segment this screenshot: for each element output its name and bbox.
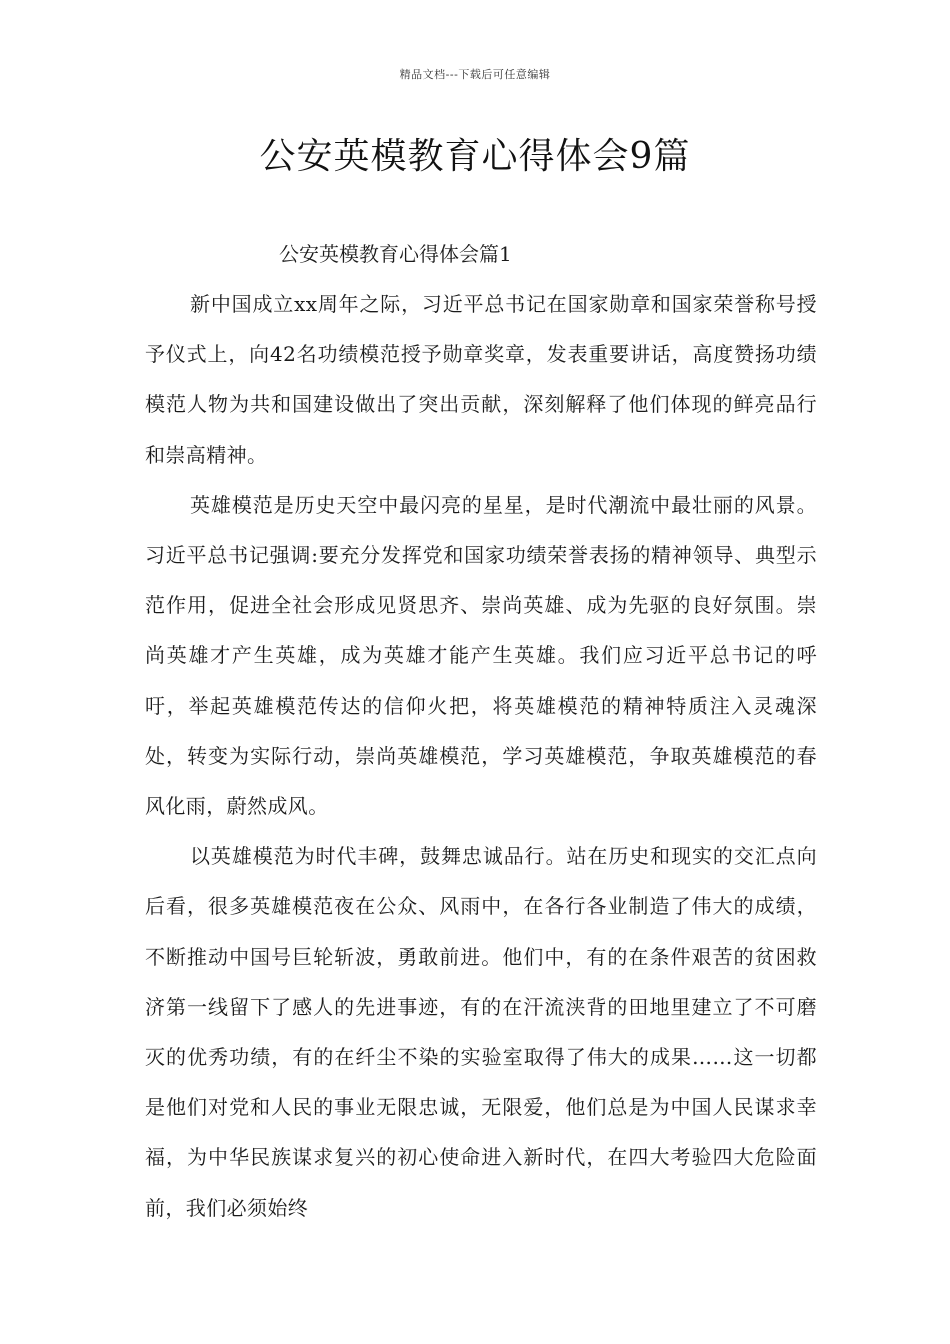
document-body (145, 229, 817, 1233)
paragraph-1: 新中国成立xx周年之际，习近平总书记在国家勋章和国家荣誉称号授予仪式上，向42名功绩模范授予勋章奖章，发表重要讲话，高度赞扬功绩模范人物为共和国建设做出了突出贡献，深刻解释了他们体现的鲜亮品行和崇高精神。 (145, 292, 817, 467)
section-title: 公安英模教育心得体会篇1 (279, 242, 512, 266)
paragraph-2: 英雄模范是历史天空中最闪亮的星星，是时代潮流中最壮丽的风景。习近平总书记强调:要充分发挥党和国家功绩荣誉表扬的精神领导、典型示范作用，促进全社会形成见贤思齐、崇尚英雄、成为先驱的良好氛围。崇尚英雄才产生英雄，成为英雄才能产生英雄。我们应习近平总书记的呼吁，举起英雄模范传达的信仰火把，将英雄模范的精神特质注入灵魂深处，转变为实际行动，崇尚英雄模范，学习英雄模范，争取英雄模范的春风化雨，蔚然成风。 (145, 492, 817, 819)
header-note: 精品文档---下载后可任意编辑 (399, 68, 551, 81)
paragraph-3: 以英雄模范为时代丰碑，鼓舞忠诚品行。站在历史和现实的交汇点向后看，很多英雄模范夜在公众、风雨中，在各行各业制造了伟大的成绩，不断推动中国号巨轮斩波，勇敢前进。他们中，有的在条件艰苦的贫困救济第一线留下了感人的先进事迹，有的在汗流浃背的田地里建立了不可磨灭的优秀功绩，有的在纤尘不染的实验室取得了伟大的成果……这一切都是他们对党和人民的事业无限忠诚，无限爱，他们总是为中国人民谋求幸福，为中华民族谋求复兴的初心使命进入新时代，在四大考验四大危险面前，我们必须始终 (145, 844, 817, 1220)
document-title: 公安英模教育心得体会9篇 (259, 136, 691, 177)
